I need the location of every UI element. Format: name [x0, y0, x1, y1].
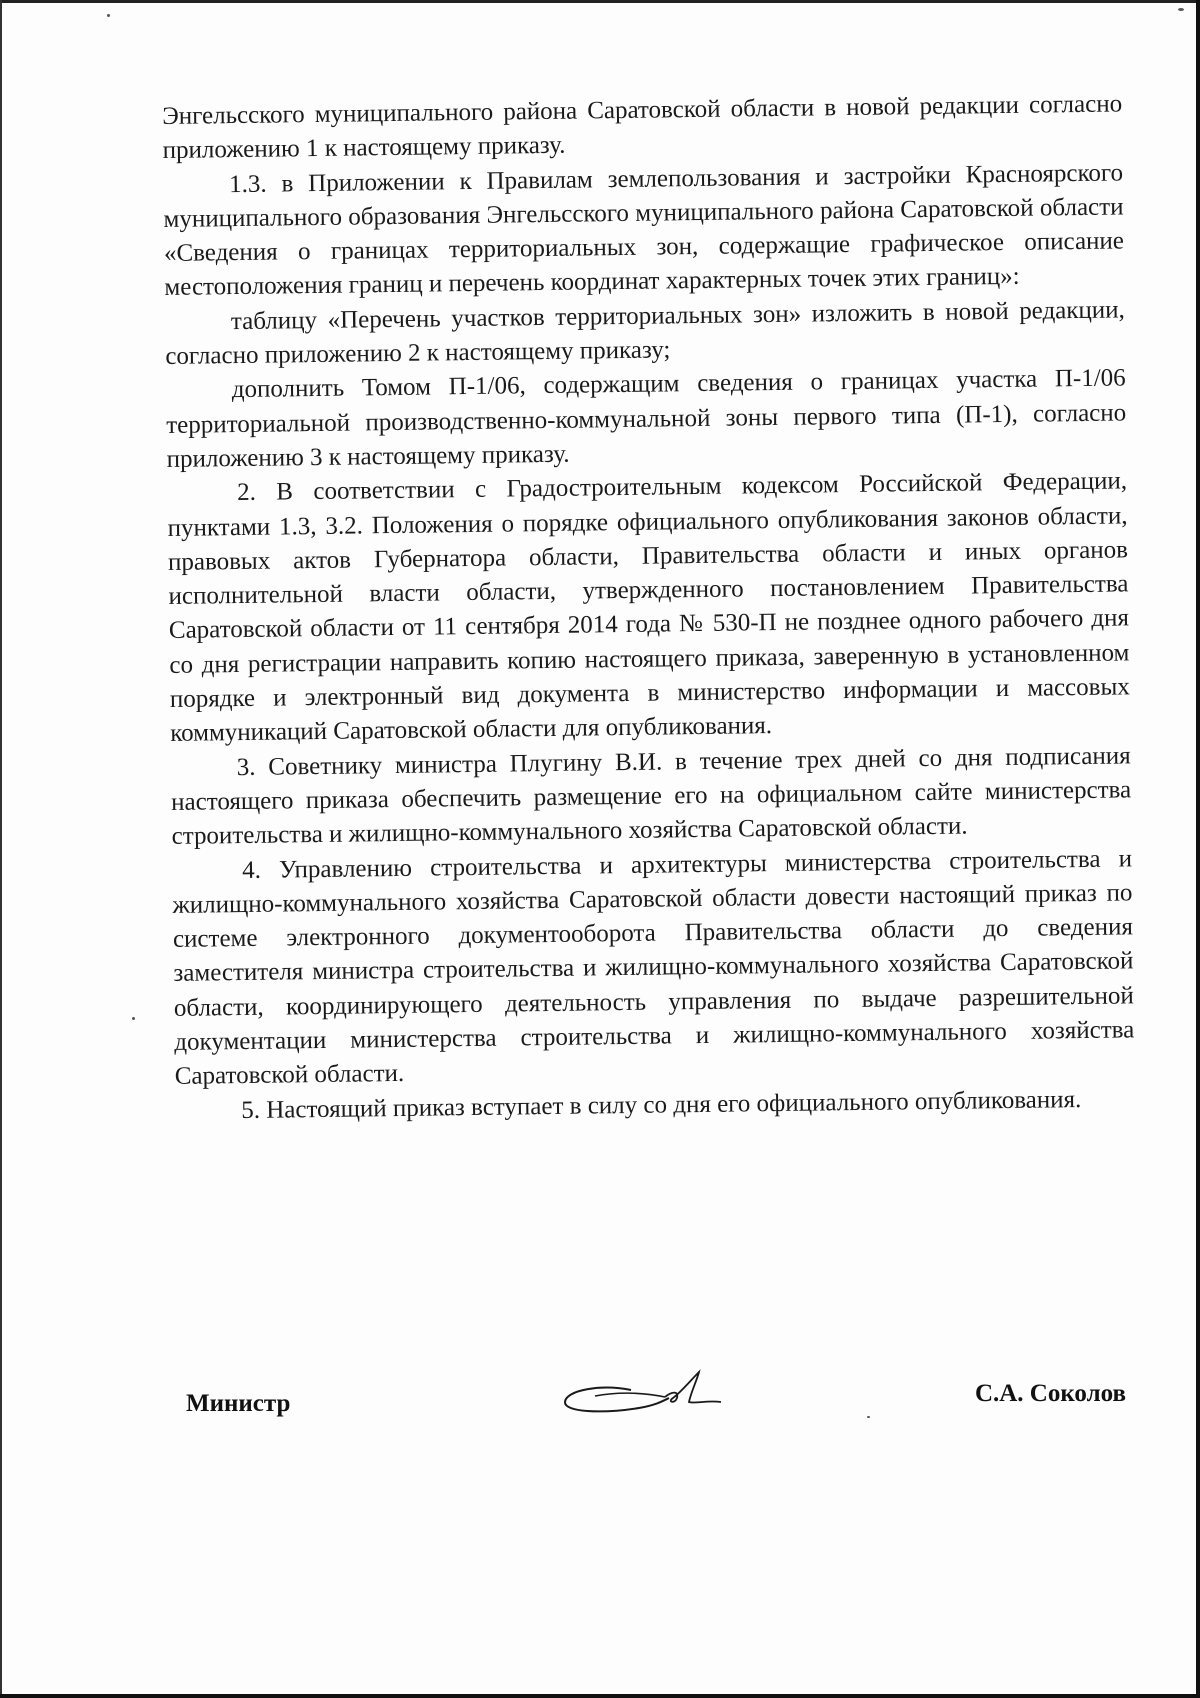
- scan-edge-right: [1196, 0, 1200, 1698]
- paragraph-table-replacement: таблицу «Перечень участков территориальных зон» изложить в новой редакции, согласно приложению 2 к настоящему приказу;: [165, 296, 1126, 371]
- signatory-name: С.А. Соколов: [974, 1380, 1126, 1407]
- paragraph-item-3: 3. Советнику министра Плугину В.И. в течение трех дней со дня подписания настоящего приказа обеспечить размещение его на официальном сайте министерства строительства и жилищно-коммунального хозяйства Саратовской области.: [171, 742, 1132, 851]
- scan-edge-bottom: [0, 1694, 1200, 1698]
- paragraph-volume-addition: дополнить Томом П-1/06, содержащим сведения о границах участка П-1/06 территориальной производственно-коммунальной зоны первого типа (П-1), согласно приложению 3 к настоящему приказу.: [166, 364, 1127, 473]
- scan-speck: [132, 1017, 135, 1020]
- paragraph-item-1-3: 1.3. в Приложении к Правилам землепользования и застройки Красноярского муниципального образования Энгельсского муниципального района Саратовской области «Сведения о границах территориальных зон, содержащие графическое описание местоположения границ и перечень координат характерных точек этих границ»:: [163, 159, 1125, 302]
- scan-edge-left: [0, 0, 2, 1698]
- handwritten-signature: [561, 1368, 731, 1428]
- signature-block: [186, 1380, 1126, 1470]
- scan-speck: [107, 14, 110, 17]
- paragraph-item-4: 4. Управлению строительства и архитектуры министерства строительства и жилищно-коммунального хозяйства Саратовской области довести настоящий приказ по системе электронного документооборота Правительства области до сведения заместителя министра строительства и жилищно-коммунального хозяйства Саратовской области, координирующего деятельность управления по выдаче разрешительной документации министерства строительства и жилищно-коммунального хозяйства Саратовской области.: [172, 844, 1135, 1091]
- document-body: [162, 87, 1135, 1128]
- signatory-title: Министр: [186, 1390, 291, 1417]
- paragraph-item-5: 5. Настоящий приказ вступает в силу со дня его официального опубликования.: [241, 1085, 1082, 1124]
- paragraph-continuation: Энгельсского муниципального района Саратовской области в новой редакции согласно приложению 1 к настоящему приказу.: [162, 90, 1123, 165]
- scan-edge-top: [0, 0, 1200, 3]
- scan-speck: [1178, 8, 1184, 11]
- paragraph-item-2: 2. В соответствии с Градостроительным кодексом Российской Федерации, пунктами 1.3, 3.2. Положения о порядке официального опубликования законов области, правовых актов Губернатора области, Правительства области и иных органов исполнительной власти области, утвержденного постановлением Правительства Саратовской области от 11 сентября 2014 года № 530-П не позднее одного рабочего дня со дня регистрации направить копию настоящего приказа, заверенную в установленном порядке и электронный вид документа в министерство информации и массовых коммуникаций Саратовской области для опубликования.: [167, 467, 1130, 748]
